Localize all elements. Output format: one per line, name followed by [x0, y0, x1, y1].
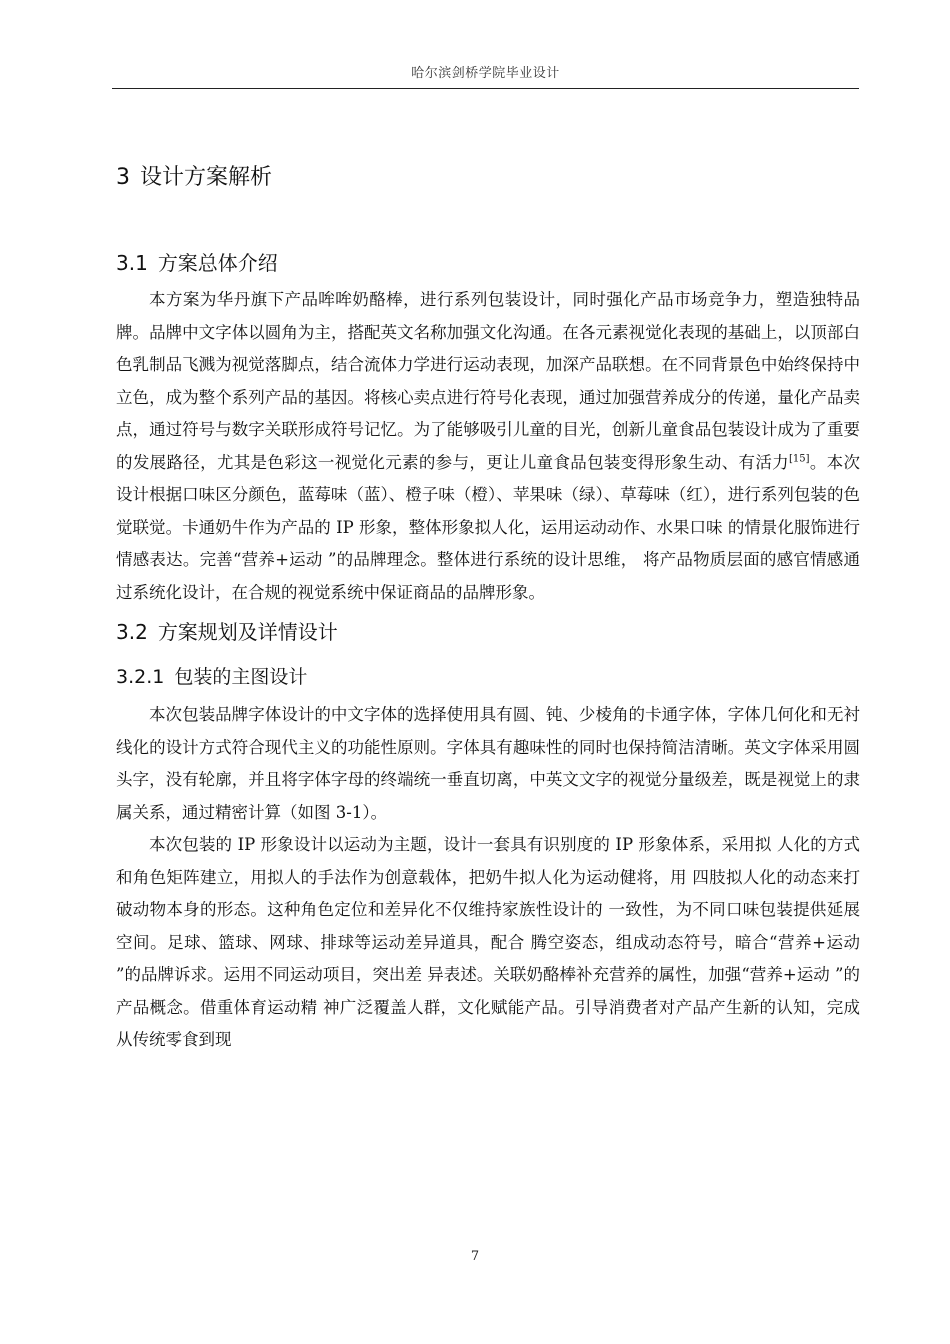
page-number: 7	[470, 1249, 480, 1264]
subsection-heading-3-1	[116, 246, 860, 280]
page-body	[116, 160, 860, 1057]
overview-paragraph	[116, 284, 860, 609]
subsection-title: 方案总体介绍	[157, 251, 278, 275]
subsubsection-heading-3-2-1	[116, 661, 860, 693]
font-design-paragraph: 本次包装品牌字体设计的中文字体的选择使用具有圆、钝、少棱角的卡通字体，字体几何化和无衬线化的设计方式符合现代主义的功能性原则。字体具有趣味性的同时也保持简洁清晰。英文字体采用圆头字，没有轮廓，并且将字体字母的终端统一垂直切离，中英文文字的视觉分量级差，既是视觉上的隶属关系，通过精密计算（如图 3-1）。	[116, 705, 860, 822]
overview-text-part-1: 本方案为华丹旗下产品哞哞奶酪棒，进行系列包装设计，同时强化产品市场竞争力，塑造独特品牌。品牌中文字体以圆角为主，搭配英文名称加强文化沟通。在各元素视觉化表现的基础上，以顶部白色乳制品飞溅为视觉落脚点，结合流体力学进行运动表现，加深产品联想。在不同背景色中始终保持中立色，成为整个系列产品的基因。将核心卖点进行符号化表现，通过加强营养成分的传递，量化产品卖点，通过符号与数字关联形成符号记忆。为了能够吸引儿童的目光，创新儿童食品包装设计成为了重要的发展路径，尤其是色彩这一视觉化元素的参与，更让儿童食品包装变得形象生动、有活力	[116, 290, 860, 472]
section-title: 设计方案解析	[140, 165, 273, 190]
subsection-heading-3-2	[116, 615, 860, 649]
overview-text-part-2: 。本次设计根据口味区分颜色，蓝莓味（蓝）、橙子味（橙）、苹果味（绿）、草莓味（红），进行系列包装的色觉联觉。卡通奶牛作为产品的 IP 形象，整体形象拟人化，运用运动动作、水果口味 的情景化服饰进行情感表达。完善“营养+运动 ”的品牌理念。整体进行系统的设计思维， 将产品物质层面的感官情感通过系统化设计，在合规的视觉系统中保证商品的品牌形象。	[116, 452, 861, 602]
subsection-number: 3.2	[116, 620, 148, 644]
subsection-number: 3.1	[116, 251, 148, 275]
subsubsection-title: 包装的主图设计	[174, 666, 308, 688]
subsection-title: 方案规划及详情设计	[157, 620, 338, 644]
page-header: 哈尔滨剑桥学院毕业设计	[411, 66, 560, 81]
header-divider	[112, 88, 859, 89]
citation-marker: [15]	[789, 453, 810, 464]
section-heading	[116, 160, 860, 196]
ip-design-paragraph: 本次包装的 IP 形象设计以运动为主题，设计一套具有识别度的 IP 形象体系，采用拟 人化的方式和角色矩阵建立，用拟人的手法作为创意载体，把奶牛拟人化为运动健将，用 四肢拟人化的动态来打破动物本身的形态。这种角色定位和差异化不仅维持家族性设计的 一致性，为不同口味包装提供延展空间。足球、篮球、网球、排球等运动差异道具，配合 腾空姿态，组成动态符号，暗合“营养+运动 ”的品牌诉求。运用不同运动项目，突出差 异表述。关联奶酪棒补充营养的属性，加强“营养+运动 ”的产品概念。借重体育运动精 神广泛覆盖人群，文化赋能产品。引导消费者对产品产生新的认知，完成从传统零食到现	[116, 835, 860, 1049]
section-number: 3	[116, 165, 130, 190]
subsubsection-number: 3.2.1	[116, 666, 165, 688]
